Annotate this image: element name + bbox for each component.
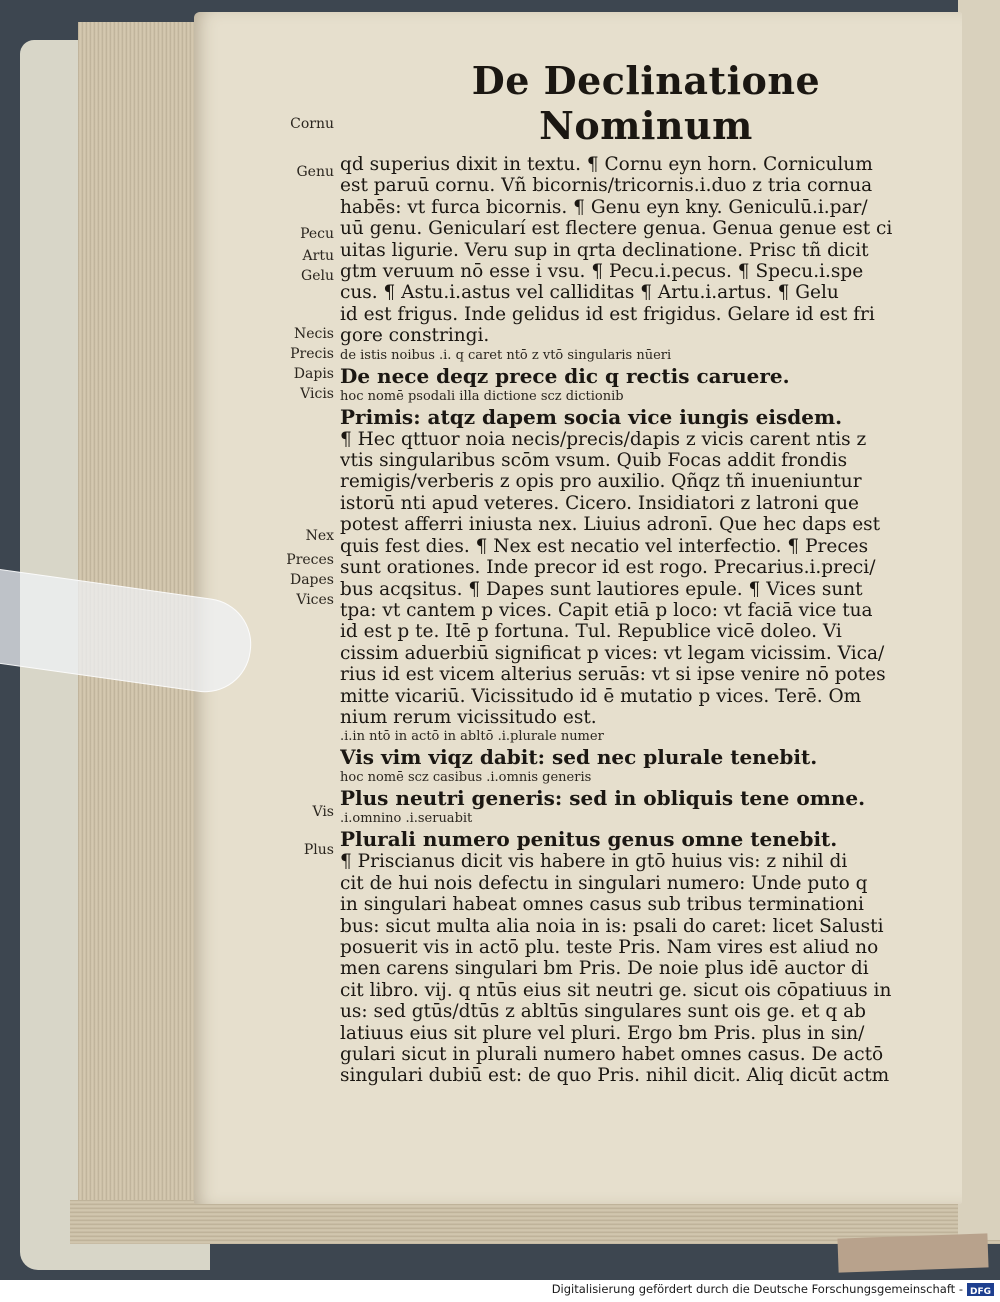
text-line: uitas ligurie. Veru sup in qrta declinatione. Prisc tñ dicit [340, 239, 869, 261]
margin-note: Dapis [293, 366, 334, 382]
page-title: De Declinatione Nominum [471, 58, 821, 148]
margin-note: Vicis [300, 386, 334, 402]
text-line: bus: sicut multa alia noia in is: psali do caret: licet Salusti [340, 915, 884, 937]
margin-note: Necis [293, 326, 334, 342]
text-line: us: sed gtūs/dtūs z abltūs singulares sunt ois ge. et q ab [340, 1001, 866, 1023]
margin-notes [226, 0, 336, 1200]
margin-note: Vis [312, 804, 334, 820]
text-line: gulari sicut in plurali numero habet omnes casus. De actō [340, 1044, 884, 1065]
text-line: quis fest dies. ¶ Nex est necatio vel interfectio. ¶ Preces [340, 535, 869, 557]
margin-note: Gelu [301, 268, 334, 284]
page-text [340, 58, 912, 1087]
text-line: cit libro. vij. q ntūs eius sit neutri ge. sicut ois cōpatiuus in [340, 979, 892, 1001]
margin-note: Artu [302, 248, 334, 264]
text-line: est paruū cornu. Vñ bicornis/tricornis.i.duo z tria cornua [340, 175, 873, 197]
margin-note: Plus [303, 842, 334, 858]
text-line: men carens singulari bm Pris. De noie plus idē auctor di [340, 958, 869, 980]
footer [0, 1280, 1000, 1299]
text-line: nium rerum vicissitudo est. [340, 706, 597, 728]
gloss-line: de istis noibus .i. q caret ntō z vtō singularis nūeri [340, 347, 672, 363]
text-line: potest afferri iniusta nex. Liuius adronī. Que hec daps est [340, 514, 881, 536]
facing-page [958, 0, 1000, 1240]
text-line: qd superius dixit in textu. ¶ Cornu eyn horn. Corniculum [340, 154, 873, 175]
text-line: istorū nti apud veteres. Cicero. Insidiatori z latroni que [340, 492, 859, 514]
gloss-line: .i.in ntō in actō in abltō .i.plurale numer [340, 729, 604, 745]
footer-credit: Digitalisierung gefördert durch die Deutsche Forschungsgemeinschaft - [551, 1282, 963, 1296]
text-line: singulari dubiū est: de quo Pris. nihil dicit. Aliq dicūt actm [340, 1065, 890, 1087]
verse-line: De nece deqz prece dic q rectis caruere. [340, 363, 790, 388]
margin-note: Preces [286, 552, 334, 568]
text-line: rius id est vicem alterius seruās: vt si ipse venire nō potes [340, 664, 886, 686]
text-line: cit de hui nois defectu in singulari numero: Unde puto q [340, 872, 868, 894]
text-line: mitte vicariū. Vicissitudo id ē mutatio p vices. Terē. Om [340, 685, 862, 707]
text-line: ¶ Hec qttuor noia necis/precis/dapis z vicis carent ntis z [340, 428, 867, 450]
verse-line: Plurali numero penitus genus omne tenebit. [340, 827, 838, 852]
text-line: vtis singularibus scōm vsum. Quib Focas addit frondis [340, 450, 848, 472]
verse-line: Plus neutri generis: sed in obliquis tene omne. [340, 786, 866, 811]
ribbon-bookmark [837, 1233, 988, 1272]
text-line: latiuus eius sit plure vel pluri. Ergo bm Pris. plus in sin/ [340, 1022, 865, 1044]
text-line: remigis/verberis z opis pro auxilio. Qñqz tñ inueniuntur [340, 471, 862, 493]
margin-note: Nex [305, 528, 334, 544]
text-line: in singulari habeat omnes casus sub tribus terminationi [340, 894, 864, 916]
text-line: cus. ¶ Astu.i.astus vel calliditas ¶ Artu.i.artus. ¶ Gelu [340, 282, 839, 304]
verse-line: Vis vim viqz dabit: sed nec plurale tenebit. [340, 745, 818, 770]
text-line: id est p te. Itē p fortuna. Tul. Republice vicē doleo. Vi [340, 621, 842, 643]
text-line: habēs: vt furca bicornis. ¶ Genu eyn kny. Geniculū.i.par/ [340, 196, 868, 218]
verse-line: Primis: atqz dapem socia vice iungis eisdem. [340, 404, 843, 429]
text-line: posuerit vis in actō plu. teste Pris. Nam vires est aliud no [340, 936, 879, 958]
text-line: gore constringi. [340, 325, 490, 347]
text-line: bus acqsitus. ¶ Dapes sunt lautiores epule. ¶ Vices sunt [340, 578, 863, 600]
margin-note: Precis [290, 346, 334, 362]
margin-note: Cornu [290, 116, 334, 132]
gloss-line: hoc nomē psodali illa dictione scz dictionib [340, 388, 624, 404]
dfg-logo: DFG [967, 1283, 994, 1296]
margin-note: Genu [296, 164, 334, 180]
margin-note: Vices [296, 592, 334, 608]
text-line: sunt orationes. Inde precor id est rogo. Precarius.i.preci/ [340, 557, 876, 579]
text-lines [340, 154, 912, 1087]
text-line: cissim aduerbiū significat p vices: vt legam vicissim. Vica/ [340, 642, 885, 664]
text-line: id est frigus. Inde gelidus id est frigidus. Gelare id est fri [340, 303, 875, 325]
text-line: ¶ Priscianus dicit vis habere in gtō huius vis: z nihil di [340, 851, 848, 873]
gloss-line: hoc nomē scz casibus .i.omnis generis [340, 770, 592, 786]
text-line: uū genu. Genicularí est flectere genua. Genua genue est ci [340, 218, 893, 240]
gloss-line: .i.omnino .i.seruabit [340, 811, 473, 827]
text-line: gtm veruum nō esse i vsu. ¶ Pecu.i.pecus. ¶ Specu.i.spe [340, 261, 864, 283]
margin-note: Dapes [289, 572, 334, 588]
text-line: tpa: vt cantem p vices. Capit etiā p loco: vt faciā vice tua [340, 599, 873, 621]
margin-note: Pecu [300, 226, 334, 242]
